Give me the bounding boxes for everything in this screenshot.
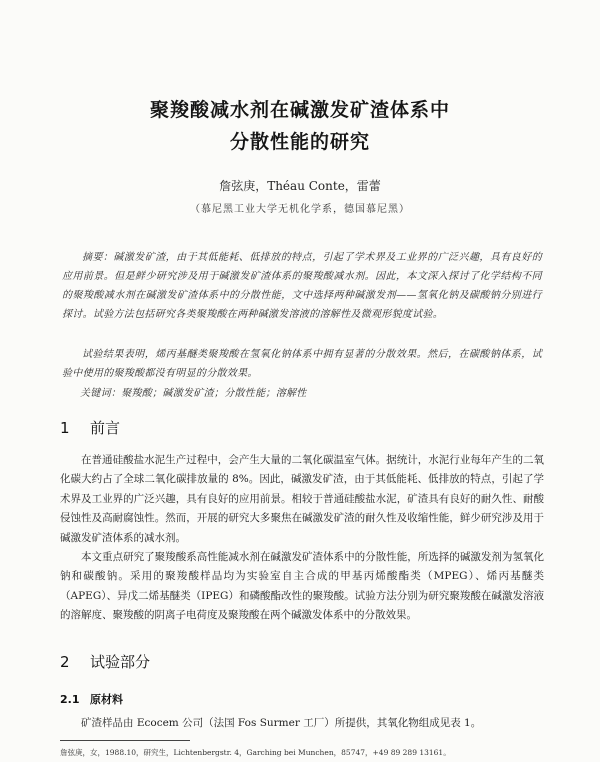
footnote-divider — [60, 740, 190, 741]
section-title: 试验部分 — [90, 653, 151, 671]
keywords: 关键词：聚羧酸；碱激发矿渣；分散性能；溶解性 — [80, 388, 307, 399]
section-heading-introduction — [60, 417, 120, 438]
abstract-paragraph-2: 试验结果表明，烯丙基醚类聚羧酸在氢氧化钠体系中拥有显著的分散效果。然后，在碳酸钠体系，试验中使用的聚羧酸都没有明显的分散效果。 — [62, 349, 542, 379]
section-title: 前言 — [90, 419, 121, 437]
subsection-title: 原材料 — [90, 693, 123, 706]
materials-paragraph-1: 矿渣样品由 Ecocem 公司（法国 Fos Surmer 工厂）所提供，其氧化物组成见表 1。 — [81, 717, 482, 729]
affiliation: （慕尼黑工业大学无机化学系，德国慕尼黑） — [190, 204, 410, 215]
paper-title-line-1: 聚羧酸减水剂在碱激发矿渣体系中 — [149, 99, 450, 121]
paper-title-line-2: 分散性能的研究 — [229, 131, 370, 153]
subsection-number: 2.1 — [60, 693, 80, 706]
author-list: 詹弦庚，Théau Conte，雷蕾 — [219, 179, 381, 193]
section-number: 2 — [60, 653, 70, 671]
abstract-paragraph-1: 摘要：碱激发矿渣，由于其低能耗、低排放的特点，引起了学术界及工业界的广泛兴趣，具有良好的应用前景。但是鲜少研究涉及用于碱激发矿渣体系的聚羧酸减水剂。因此，本文深入探讨了化学结构不同的聚羧酸减水剂在碱激发矿渣体系中的分散性能，文中选择两种碱激发剂——氢氧化钠及碳酸钠分别进行探讨。试验方法包括研究各类聚羧酸在两种碱激发溶液的溶解性及微观形貌度试验。 — [62, 252, 542, 320]
intro-paragraph-2: 本文重点研究了聚羧酸系高性能减水剂在碱激发矿渣体系中的分散性能，所选择的碱激发剂为氢氧化钠和碳酸钠。采用的聚羧酸样品均为实验室自主合成的甲基丙烯酸酯类（MPEG）、烯丙基醚类（APEG）、异戊二烯基醚类（IPEG）和磷酸酯改性的聚羧酸。试验方法分别为研究聚羧酸在碱激发溶液的溶解度、聚羧酸的阴离子电荷度及聚羧酸在两个碱激发体系中的分散效果。 — [60, 551, 544, 622]
section-heading-experimental — [60, 651, 150, 672]
intro-paragraph-1: 在普通硅酸盐水泥生产过程中，会产生大量的二氧化碳温室气体。据统计，水泥行业每年产生的二氧化碳大约占了全球二氧化碳排放量的 8%。因此，碱激发矿渣，由于其低能耗、低排放的特点，引起了学术界及工业界的广泛兴趣，具有良好的应用前景。相较于普通硅酸盐水泥，矿渣具有良好的耐久性、耐酸侵蚀性及高耐腐蚀性。然而，开展的研究大多聚焦在碱激发矿渣的耐久性及收缩性能，鲜少研究涉及用于碱激发矿渣体系的减水剂。 — [60, 454, 544, 544]
section-number: 1 — [60, 419, 70, 437]
footnote: 詹弦庚，女，1988.10，研究生，Lichtenbergstr. 4，Garching bei Munchen，85747，+49 89 289 13161。 — [60, 748, 451, 757]
subsection-heading-materials — [60, 691, 123, 707]
